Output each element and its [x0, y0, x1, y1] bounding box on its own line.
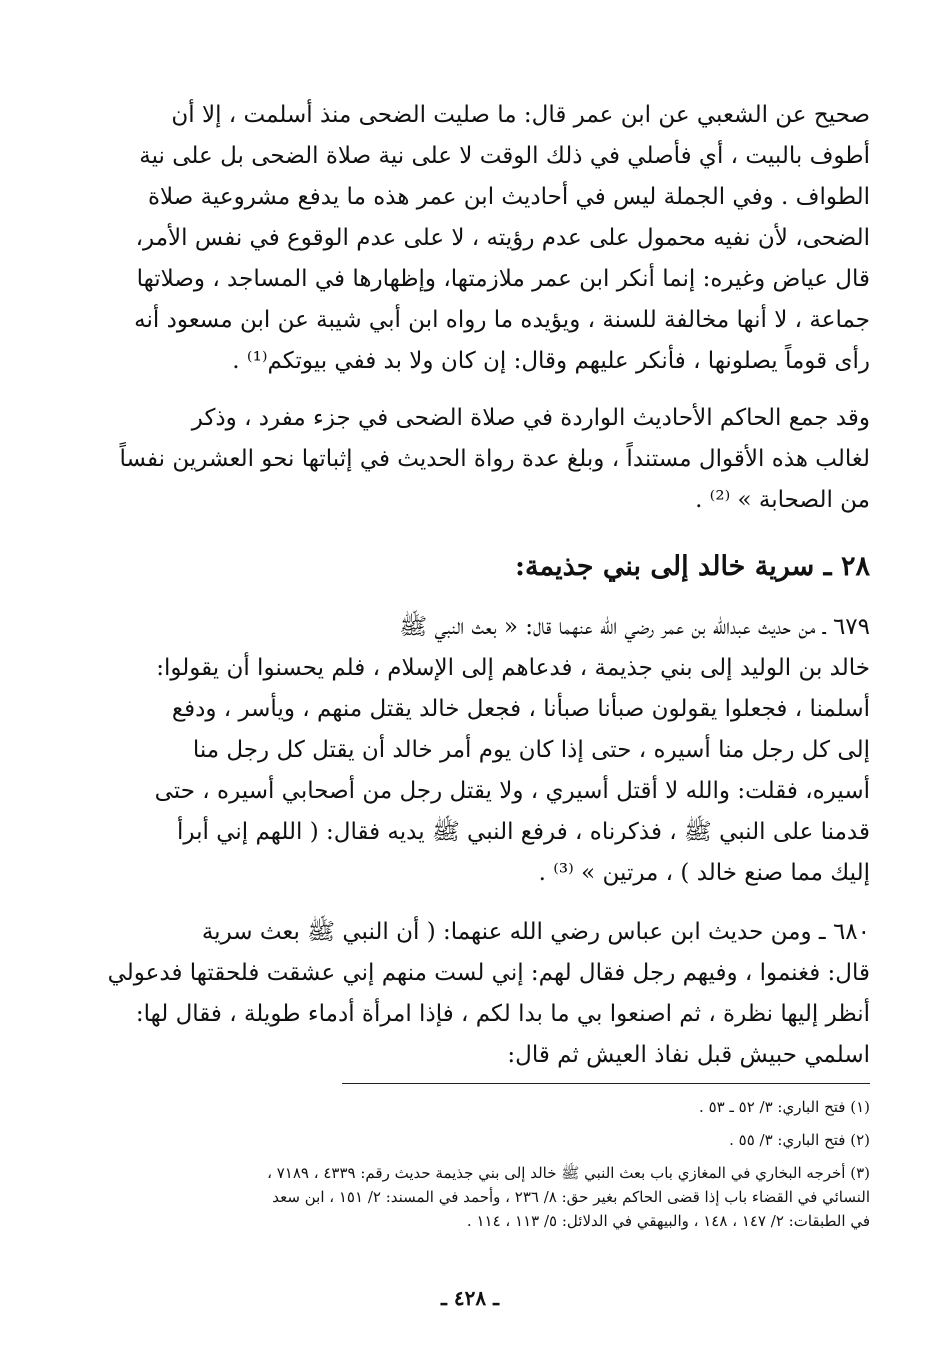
text-line: صحيح عن الشعبي عن ابن عمر قال: ما صليت الضحى منذ أسلمت ، إلا أن [171, 102, 870, 128]
text-line: من الصحابة » ⁽²⁾ . [695, 487, 870, 513]
hadith-679 [62, 607, 870, 894]
text-line: خالد بن الوليد إلى بني جذيمة ، فدعاهم إلى الإسلام ، فلم يحسنوا أن يقولوا: [156, 655, 870, 681]
text-line: اسلمي حبيش قبل نفاذ العيش ثم قال: [507, 1042, 870, 1068]
section-heading: ٢٨ ـ سرية خالد إلى بني جذيمة: [515, 551, 870, 582]
text-line: إلى كل رجل منا أسيره ، حتى إذا كان يوم أمر خالد أن يقتل كل رجل منا [192, 737, 870, 763]
paragraph-hakim [62, 398, 870, 521]
text-line: إليك مما صنع خالد ) ، مرتين » ⁽³⁾ . [538, 860, 870, 886]
text-line: قدمنا على النبي ﷺ ، فذكرناه ، فرفع النبي ﷺ يديه فقال: ( اللهم إني أبرأ [177, 819, 870, 845]
paragraph-commentary [62, 95, 870, 382]
text-line: قال عياض وغيره: إنما أنكر ابن عمر ملازمتها، وإظهارها في المساجد ، وصلاتها [136, 266, 870, 292]
footnote-2: (٢) فتح الباري: ٣/ ٥٥ . [729, 1131, 870, 1149]
text-line: وقد جمع الحاكم الأحاديث الواردة في صلاة الضحى في جزء مفرد ، وذكر [191, 405, 870, 431]
main-text [62, 95, 870, 1092]
text-line: أسلمنا ، فجعلوا يقولون صبأنا صبأنا ، فجعل خالد يقتل منهم ، ويأسر ، ودفع [171, 696, 870, 722]
page-number: ـ ٤٢٨ ـ [441, 1286, 499, 1310]
footnote-3-line: في الطبقات: ٢/ ١٤٧ ، ١٤٨ ، والبيهقي في الدلائل: ٥/ ١١٣ ، ١١٤ . [466, 1212, 870, 1230]
text-line: ٦٧٩ ـ من حديث عبدالله بن عمر رضي الله عنهما قال: « بعث النبي ﷺ [399, 614, 870, 640]
text-line: جماعة ، لا أنها مخالفة للسنة ، ويؤيده ما رواه ابن أبي شيبة عن ابن مسعود أنه [134, 307, 870, 333]
text-line: أنظر إليها نظرة ، ثم اصنعوا بي ما بدا لكم ، فإذا امرأة أدماء طويلة ، فقال لها: [135, 1001, 870, 1027]
text-line: قال: فغنموا ، وفيهم رجل فقال لهم: إني لست منهم إني عشقت فلحقتها فدعولي [107, 960, 870, 986]
text-line: ٦٨٠ ـ ومن حديث ابن عباس رضي الله عنهما: ( أن النبي ﷺ بعث سرية [201, 919, 870, 945]
footnote-divider [342, 1083, 870, 1084]
text-line: لغالب هذه الأقوال مستنداً ، وبلغ عدة رواة الحديث في إثباتها نحو العشرين نفساً [119, 446, 870, 472]
text-line: الضحى، لأن نفيه محمول على عدم رؤيته ، لا على عدم الوقوع في نفس الأمر، [135, 225, 870, 251]
footnotes [62, 1095, 870, 1233]
text-line: رأى قوماً يصلونها ، فأنكر عليهم وقال: إن كان ولا بد ففي بيوتكم⁽¹⁾ . [232, 348, 870, 374]
text-line: أطوف بالبيت ، أي فأصلي في ذلك الوقت لا على نية صلاة الضحى بل على نية [139, 143, 870, 169]
hadith-680 [62, 912, 870, 1076]
footnote-3-line: النسائي في القضاء باب إذا قضى الحاكم بغير حق: ٨/ ٢٣٦ ، وأحمد في المسند: ٢/ ١٥١ ، ابن سعد [272, 1188, 870, 1206]
footnote-3-line: (٣) أخرجه البخاري في المغازي باب بعث النبي ﷺ خالد إلى بني جذيمة حديث رقم: ٤٣٣٩ ، ٧١٨٩ ، [267, 1164, 870, 1182]
text-line: الطواف . وفي الجملة ليس في أحاديث ابن عمر هذه ما يدفع مشروعية صلاة [147, 184, 870, 210]
text-line: أسيره، فقلت: والله لا أقتل أسيري ، ولا يقتل رجل من أصحابي أسيره ، حتى [154, 778, 870, 804]
footnote-1: (١) فتح الباري: ٣/ ٥٢ ـ ٥٣ . [699, 1098, 870, 1116]
